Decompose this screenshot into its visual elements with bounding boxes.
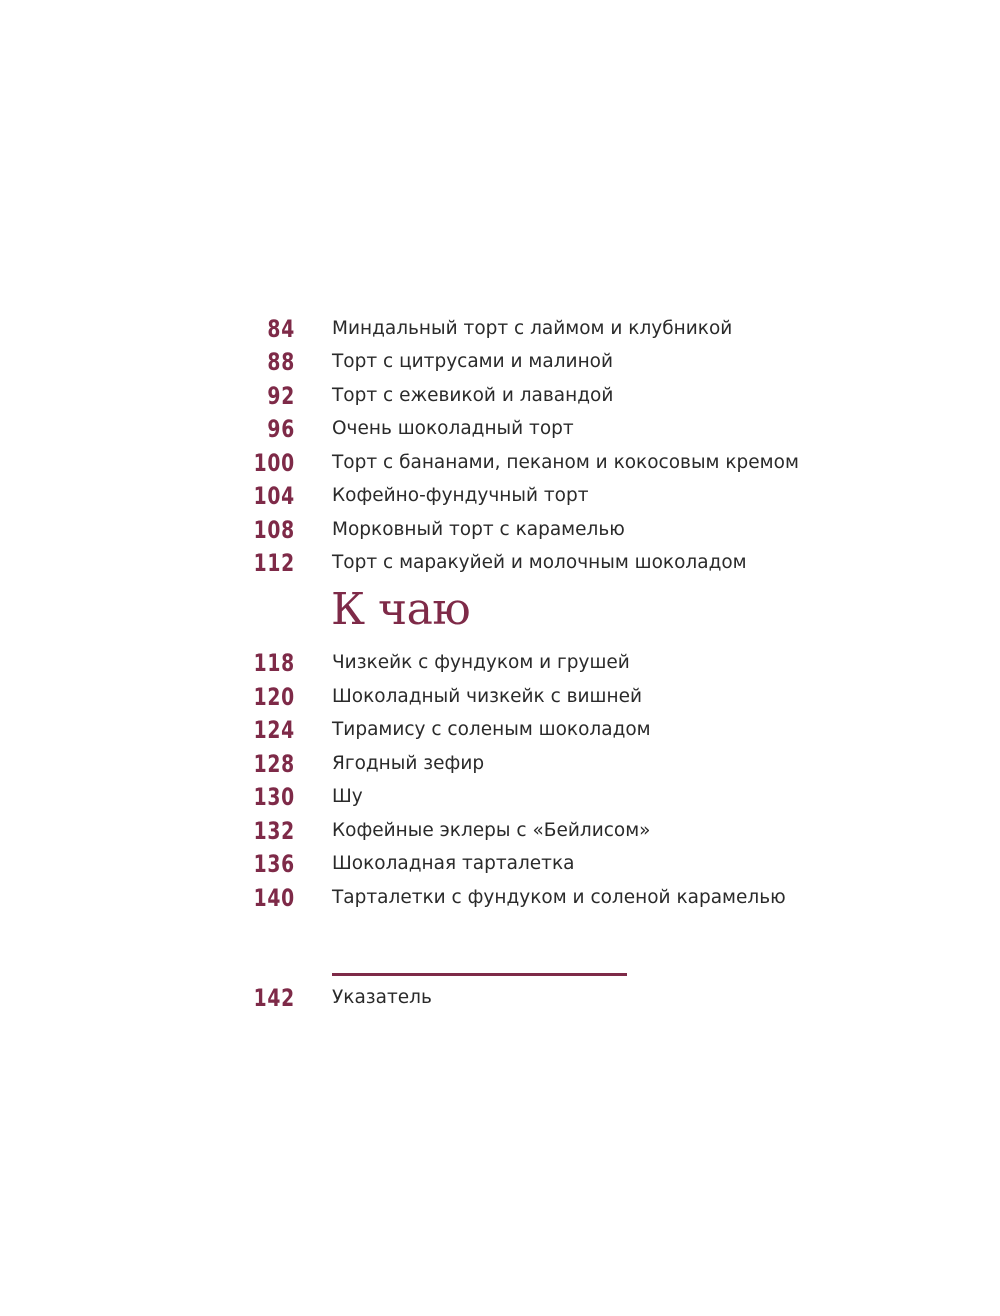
entry-title: Торт с бананами, пеканом и кокосовым кремом [332,452,799,473]
entry-title: Тирамису с соленым шоколадом [332,719,651,740]
page-number: 112 [253,549,295,577]
toc-entry[interactable] [0,546,1000,580]
entry-title: Шоколадная тарталетка [332,853,575,874]
page-number: 136 [253,850,295,878]
section-heading: К чаю [331,584,471,635]
page-number: 118 [253,649,295,677]
page-number: 92 [267,382,295,410]
page-number: 120 [253,683,295,711]
toc-entry-index[interactable] [0,981,1000,1015]
toc-entry[interactable] [0,747,1000,781]
page-number: 130 [253,783,295,811]
toc-entry[interactable] [0,680,1000,714]
divider-line [332,973,627,976]
page-number: 108 [253,516,295,544]
toc-entry[interactable] [0,814,1000,848]
entry-title: Миндальный торт с лаймом и клубникой [332,318,733,339]
toc-entry[interactable] [0,646,1000,680]
page-number: 140 [253,884,295,912]
entry-title: Очень шоколадный торт [332,418,574,439]
entry-title: Морковный торт с карамелью [332,519,625,540]
entry-title: Шу [332,786,363,807]
toc-entry[interactable] [0,312,1000,346]
toc-entry[interactable] [0,780,1000,814]
toc-entry[interactable] [0,847,1000,881]
page-number: 124 [253,716,295,744]
toc-entry[interactable] [0,713,1000,747]
toc-entry[interactable] [0,446,1000,480]
page-number: 132 [253,817,295,845]
page-number: 128 [253,750,295,778]
toc-entry[interactable] [0,379,1000,413]
page-number: 104 [253,482,295,510]
entry-title: Торт с ежевикой и лавандой [332,385,614,406]
entry-title: Кофейно-фундучный торт [332,485,589,506]
toc-entry[interactable] [0,412,1000,446]
entry-title: Тарталетки с фундуком и соленой карамелью [332,887,786,908]
toc-entry[interactable] [0,881,1000,915]
page-number: 142 [253,984,295,1012]
page-number: 88 [267,348,295,376]
page-number: 100 [253,449,295,477]
entry-title: Чизкейк с фундуком и грушей [332,652,630,673]
entry-title: Шоколадный чизкейк с вишней [332,686,642,707]
toc-entry[interactable] [0,479,1000,513]
page-number: 84 [267,315,295,343]
entry-title: Торт с цитрусами и малиной [332,351,614,372]
entry-title: Торт с маракуйей и молочным шоколадом [332,552,747,573]
toc-entry[interactable] [0,513,1000,547]
entry-title: Ягодный зефир [332,753,485,774]
toc-entry[interactable] [0,345,1000,379]
entry-title: Кофейные эклеры с «Бейлисом» [332,820,651,841]
page-number: 96 [267,415,295,443]
entry-title: Указатель [332,987,432,1008]
